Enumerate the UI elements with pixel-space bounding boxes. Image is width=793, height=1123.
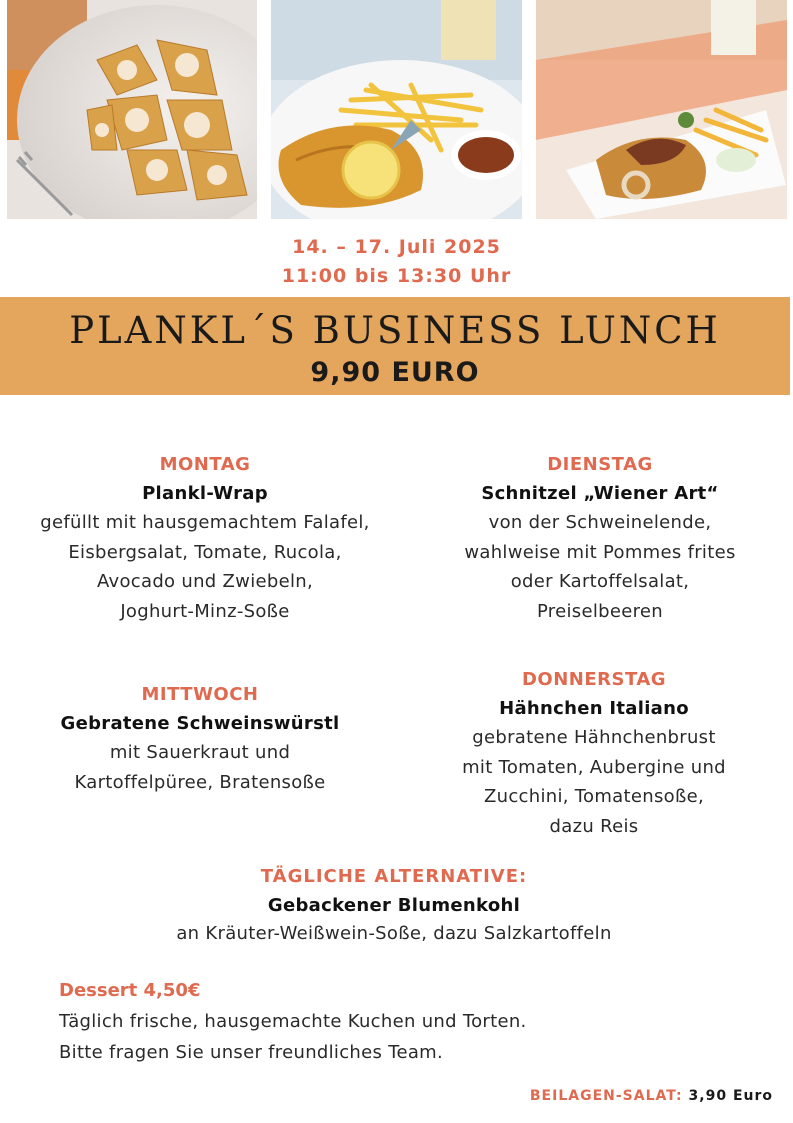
daily-alternative bbox=[0, 862, 788, 948]
day-name: MONTAG bbox=[159, 454, 251, 475]
alternative-label: TÄGLICHE ALTERNATIVE: bbox=[260, 866, 528, 887]
dish-desc-line: gebratene Hähnchenbrust bbox=[472, 727, 716, 748]
dish-desc-line: mit Tomaten, Aubergine und bbox=[462, 756, 726, 778]
dish-name: Schnitzel „Wiener Art“ bbox=[481, 483, 719, 504]
dish-desc-line: Joghurt-Minz-Soße bbox=[120, 600, 290, 622]
photo-kaiserschmarrn bbox=[7, 0, 257, 219]
lunch-price: 9,90 EURO bbox=[310, 357, 480, 388]
side-salad-label: BEILAGEN-SALAT: bbox=[529, 1088, 683, 1104]
dish-desc-line: Avocado und Zwiebeln, bbox=[96, 571, 314, 592]
title-banner bbox=[0, 297, 790, 395]
event-time: 11:00 bis 13:30 Uhr bbox=[281, 265, 512, 287]
page-title: PLANKL´S BUSINESS LUNCH bbox=[69, 309, 721, 352]
dish-name: Hähnchen Italiano bbox=[499, 698, 689, 719]
dish-name: Gebratene Schweinswürstl bbox=[60, 713, 340, 734]
day-name: DIENSTAG bbox=[547, 454, 653, 475]
dish-desc-line: gefüllt mit hausgemachtem Falafel, bbox=[40, 512, 370, 533]
dish-desc-line: oder Kartoffelsalat, bbox=[510, 571, 690, 592]
dish-desc-line: mit Sauerkraut und bbox=[109, 742, 291, 763]
dessert-line: Täglich frische, hausgemachte Kuchen und Torten. bbox=[59, 1011, 527, 1032]
photo-schnitzel-plate bbox=[536, 0, 787, 219]
dish-name: Gebackener Blumenkohl bbox=[267, 895, 521, 916]
dish-desc-line: Zucchini, Tomatensoße, bbox=[484, 786, 704, 807]
menu-day-tuesday bbox=[400, 450, 793, 626]
dish-name: Plankl-Wrap bbox=[142, 483, 268, 504]
side-salad-price: 3,90 Euro bbox=[688, 1088, 773, 1104]
dish-desc-line: an Kräuter-Weißwein-Soße, dazu Salzkartoffeln bbox=[176, 923, 612, 944]
day-name: DONNERSTAG bbox=[521, 669, 667, 690]
menu-day-monday bbox=[0, 450, 410, 626]
event-dates: 14. – 17. Juli 2025 bbox=[292, 236, 501, 258]
dish-desc-line: wahlweise mit Pommes frites bbox=[464, 541, 736, 563]
dish-desc-line: Eisbergsalat, Tomate, Rucola, bbox=[68, 541, 342, 563]
dish-desc-line: Preiselbeeren bbox=[536, 600, 664, 622]
day-name: MITTWOCH bbox=[141, 684, 259, 705]
dish-desc-line: Kartoffelpüree, Bratensoße bbox=[74, 771, 326, 793]
dessert-line: Bitte fragen Sie unser freundliches Team. bbox=[59, 1042, 444, 1063]
menu-day-wednesday bbox=[0, 680, 400, 797]
side-salad bbox=[530, 1088, 773, 1104]
dessert-title: Dessert 4,50€ bbox=[59, 980, 201, 1001]
dish-desc-line: dazu Reis bbox=[549, 815, 639, 837]
menu-day-thursday bbox=[394, 665, 793, 841]
photo-schnitzel-fries bbox=[271, 0, 522, 219]
dish-desc-line: von der Schweinelende, bbox=[488, 512, 712, 533]
dessert-section bbox=[59, 976, 759, 1068]
